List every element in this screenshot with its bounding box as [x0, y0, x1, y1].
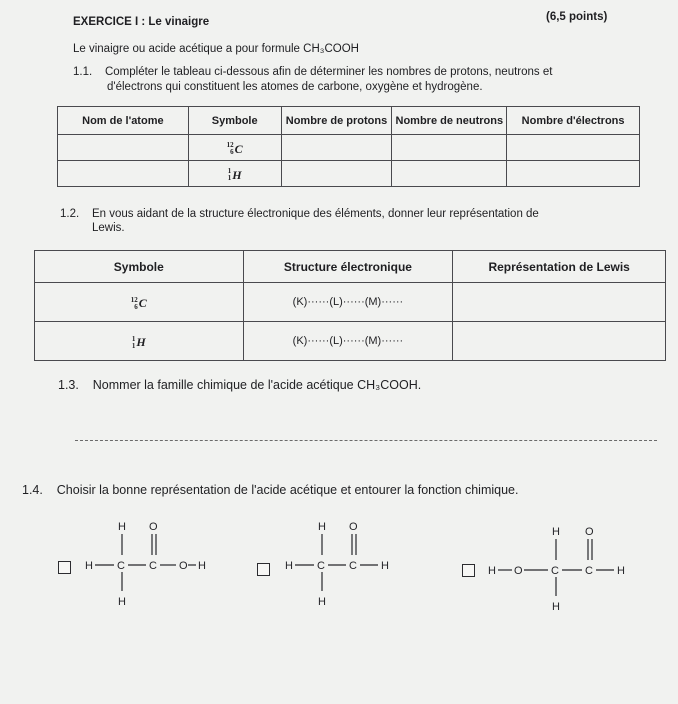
- atom-c: C: [349, 560, 357, 572]
- atom-c: C: [585, 565, 593, 577]
- question-1-2: 1.2. En vous aidant de la structure électronique des éléments, donner leur représentation de: [60, 208, 539, 220]
- option-1-checkbox[interactable]: [58, 561, 71, 574]
- answer-cell[interactable]: [507, 161, 640, 187]
- option-1-structure: [82, 515, 222, 611]
- header-protons: Nombre de protons: [281, 107, 392, 135]
- answer-cell[interactable]: [58, 135, 189, 161]
- header-symbol: Symbole: [188, 107, 281, 135]
- answer-cell[interactable]: [58, 161, 189, 187]
- option-2-checkbox[interactable]: [257, 563, 270, 576]
- atom-c: C: [317, 560, 325, 572]
- atom-c: C: [117, 560, 125, 572]
- atom-o: O: [149, 521, 158, 533]
- carbon-nuclide: 12 6 C: [226, 141, 243, 157]
- atom-o: O: [514, 565, 523, 577]
- header-structure: Structure électronique: [243, 251, 453, 283]
- atom-h: H: [118, 596, 126, 608]
- carbon-nuclide: 12 6 C: [130, 295, 147, 311]
- atom-h: H: [552, 526, 560, 538]
- symbol-cell: [35, 283, 244, 322]
- atom-h: H: [285, 560, 293, 572]
- header-symbol: Symbole: [35, 251, 244, 283]
- hydrogen-nuclide: 1 1 H: [227, 167, 242, 183]
- atom-o: O: [179, 560, 188, 572]
- hydrogen-nuclide: 1 1 H: [131, 334, 146, 350]
- intro-text: Le vinaigre ou acide acétique a pour formule CH₃COOH: [73, 43, 359, 55]
- atom-o: O: [585, 526, 594, 538]
- question-1-3: 1.3. Nommer la famille chimique de l'acide acétique CH₃COOH.: [58, 378, 422, 392]
- symbol-cell: [188, 161, 281, 187]
- structure-cell[interactable]: (K)······(L)······(M)······: [243, 322, 453, 361]
- header-lewis: Représentation de Lewis: [453, 251, 666, 283]
- lewis-answer-cell[interactable]: [453, 322, 666, 361]
- exercise-title: EXERCICE I : Le vinaigre: [73, 16, 210, 28]
- answer-cell[interactable]: [392, 135, 507, 161]
- answer-cell[interactable]: [392, 161, 507, 187]
- atom-h: H: [381, 560, 389, 572]
- header-electrons: Nombre d'électrons: [507, 107, 640, 135]
- atoms-table: [57, 106, 640, 187]
- answer-cell[interactable]: [507, 135, 640, 161]
- symbol-cell: [188, 135, 281, 161]
- option-3-structure: [486, 520, 646, 616]
- atom-h: H: [617, 565, 625, 577]
- lewis-answer-cell[interactable]: [453, 283, 666, 322]
- atom-c: C: [551, 565, 559, 577]
- question-1-1: 1.1. Compléter le tableau ci-dessous afin de déterminer les nombres de protons, neutrons et: [73, 66, 553, 78]
- atom-h: H: [318, 596, 326, 608]
- answer-cell[interactable]: [281, 161, 392, 187]
- atom-o: O: [349, 521, 358, 533]
- atom-c: C: [149, 560, 157, 572]
- header-atom-name: Nom de l'atome: [58, 107, 189, 135]
- answer-cell[interactable]: [281, 135, 392, 161]
- structure-cell[interactable]: (K)······(L)······(M)······: [243, 283, 453, 322]
- option-3-checkbox[interactable]: [462, 564, 475, 577]
- question-1-4: 1.4. Choisir la bonne représentation de l'acide acétique et entourer la fonction chimique.: [22, 483, 519, 497]
- atom-h: H: [198, 560, 206, 572]
- lewis-table: [34, 250, 666, 361]
- points-label: (6,5 points): [546, 11, 608, 23]
- answer-line[interactable]: [75, 432, 657, 441]
- header-neutrons: Nombre de neutrons: [392, 107, 507, 135]
- question-1-2-line2: Lewis.: [92, 222, 125, 234]
- atom-h: H: [85, 560, 93, 572]
- option-2-structure: [282, 515, 402, 611]
- atom-h: H: [488, 565, 496, 577]
- atom-h: H: [118, 521, 126, 533]
- atom-h: H: [552, 601, 560, 613]
- symbol-cell: [35, 322, 244, 361]
- atom-h: H: [318, 521, 326, 533]
- question-1-1-line2: d'électrons qui constituent les atomes de carbone, oxygène et hydrogène.: [107, 81, 483, 93]
